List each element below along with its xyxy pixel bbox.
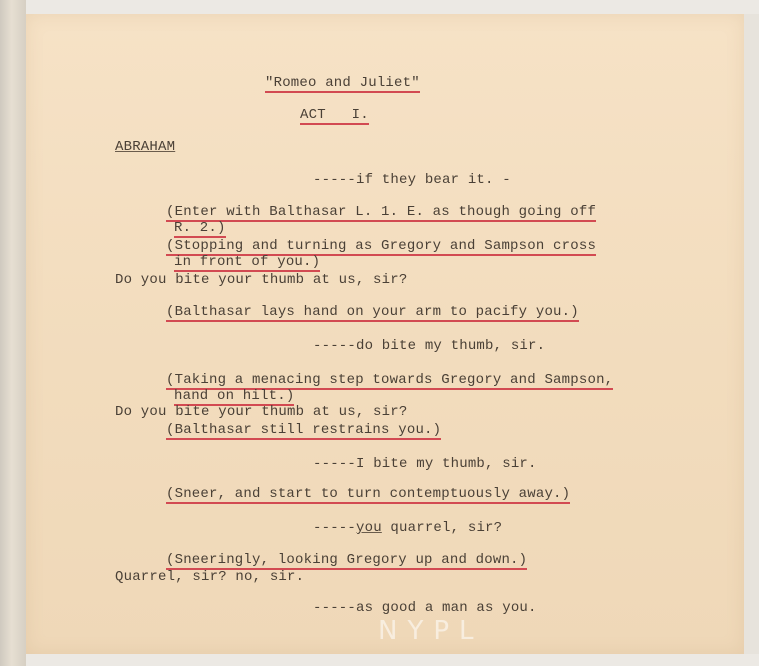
book-binding <box>0 0 27 666</box>
spoken-line-3: Quarrel, sir? no, sir. <box>115 569 305 585</box>
typescript-page <box>26 14 744 654</box>
spoken-line-2: Do you bite your thumb at us, sir? <box>115 404 408 420</box>
stage-direction-2b: in front of you.) <box>174 254 321 270</box>
cue-line-4: -----you quarrel, sir? <box>313 520 503 536</box>
stage-direction-2a: (Stopping and turning as Gregory and Sampson cross <box>166 238 597 254</box>
character-name-text: ABRAHAM <box>115 139 176 155</box>
stage-direction-5: (Balthasar still restrains you.) <box>166 422 442 438</box>
cue-line-5: -----as good a man as you. <box>313 600 537 616</box>
stage-direction-1a: (Enter with Balthasar L. 1. E. as though going off <box>166 204 597 220</box>
act-heading <box>300 107 369 123</box>
scanner-margin-bottom <box>26 654 759 666</box>
stage-direction-1b: R. 2.) <box>174 220 226 236</box>
cue-line-1: -----if they bear it. - <box>313 172 511 188</box>
scanner-margin-top <box>26 0 759 14</box>
underlined-word: you <box>356 520 382 536</box>
act-heading-text: ACT I. <box>300 107 369 123</box>
character-name <box>115 139 175 155</box>
cue-line-3: -----I bite my thumb, sir. <box>313 456 537 472</box>
cue-line-2: -----do bite my thumb, sir. <box>313 338 546 354</box>
play-title <box>265 75 420 91</box>
spoken-line-1: Do you bite your thumb at us, sir? <box>115 272 408 288</box>
play-title-text: "Romeo and Juliet" <box>265 75 420 91</box>
stage-direction-3: (Balthasar lays hand on your arm to pacify you.) <box>166 304 579 320</box>
stage-direction-7: (Sneeringly, looking Gregory up and down.) <box>166 552 528 568</box>
stage-direction-6: (Sneer, and start to turn contemptuously away.) <box>166 486 571 502</box>
library-watermark: NYPL <box>378 616 484 646</box>
stage-direction-4a: (Taking a menacing step towards Gregory and Sampson, <box>166 372 614 388</box>
stage-direction-4b: hand on hilt.) <box>174 388 295 404</box>
